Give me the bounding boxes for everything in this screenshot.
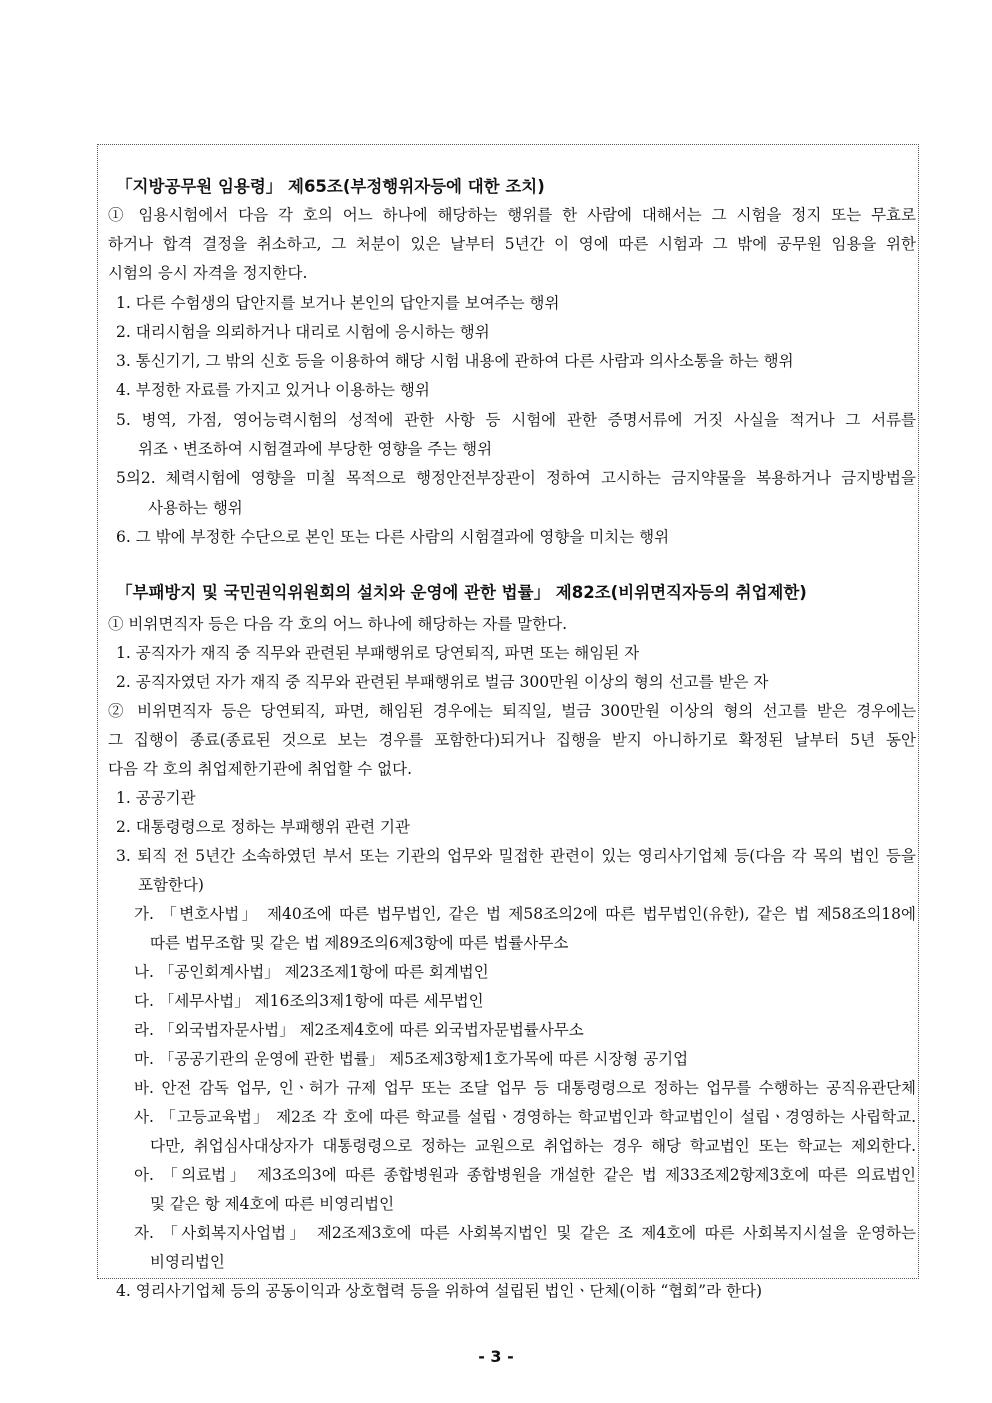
list-item: 3. 퇴직 전 5년간 소속하였던 부서 또는 기관의 업무와 밀접한 관련이 있는 영리사기업체 등(다음 각 목의 법인 등을 [116,847,916,865]
list-item-continuation: 사용하는 행위 [148,499,243,517]
sub-item: 나. 「공인회계사법」 제23조제1항에 따른 회계법인 [134,963,489,981]
sub-item: 자. 「사회복지사업법」 제2조제3호에 따른 사회복지법인 및 같은 조 제4호에 따른 사회복지시설을 운영하는 [134,1224,916,1242]
paragraph-line: 하거나 합격 결정을 취소하고, 그 처분이 있은 날부터 5년간 이 영에 따른 시험과 그 밖에 공무원 임용을 위한 [108,235,916,253]
sub-item-continuation: 다만, 취업심사대상자가 대통령령으로 정하는 교원으로 취업하는 경우 해당 학교법인 또는 학교는 제외한다. [150,1137,916,1155]
list-item: 5. 병역, 가점, 영어능력시험의 성적에 관한 사항 등 시험에 관한 증명서류에 거짓 사실을 적거나 그 서류를 [116,411,916,429]
list-item: 1. 다른 수험생의 답안지를 보거나 본인의 답안지를 보여주는 행위 [116,294,560,312]
sub-item-continuation: 따른 법무조합 및 같은 법 제89조의6제3항에 따른 법률사무소 [150,934,569,952]
paragraph-line: ① 임용시험에서 다음 각 호의 어느 하나에 해당하는 행위를 한 사람에 대해서는 그 시험을 정지 또는 무효로 [108,206,916,224]
sub-item: 아. 「의료법」 제3조의3에 따른 종합병원과 종합병원을 개설한 같은 법 제33조제2항제3호에 따른 의료법인 [134,1166,916,1184]
paragraph-line: 시험의 응시 자격을 정지한다. [108,264,308,282]
sub-item-continuation: 및 같은 항 제4호에 따른 비영리법인 [150,1195,395,1213]
list-item: 3. 통신기기, 그 밖의 신호 등을 이용하여 해당 시험 내용에 관하여 다른 사람과 의사소통을 하는 행위 [116,352,794,370]
sub-item: 바. 안전 감독 업무, 인ㆍ허가 규제 업무 또는 조달 업무 등 대통령령으로 정하는 업무를 수행하는 공직유관단체 [134,1079,916,1097]
sub-item: 가. 「변호사법」 제40조에 따른 법무법인, 같은 법 제58조의2에 따른 법무법인(유한), 같은 법 제58조의18에 [134,905,916,923]
sub-item: 사. 「고등교육법」 제2조 각 호에 따른 학교를 설립ㆍ경영하는 학교법인과 학교법인이 설립ㆍ경영하는 사립학교. [134,1108,916,1126]
list-item: 2. 공직자였던 자가 재직 중 직무와 관련된 부패행위로 벌금 300만원 이상의 형의 선고를 받은 자 [116,673,769,691]
page-number: - 3 - [478,1347,514,1366]
sub-item: 다. 「세무사법」 제16조의3제1항에 따른 세무법인 [134,992,484,1010]
paragraph-line: 다음 각 호의 취업제한기관에 취업할 수 없다. [108,760,413,778]
list-item: 2. 대리시험을 의뢰하거나 대리로 시험에 응시하는 행위 [116,323,490,341]
list-item: 2. 대통령령으로 정하는 부패행위 관련 기관 [116,818,410,836]
list-item: 4. 부정한 자료를 가지고 있거나 이용하는 행위 [116,381,430,399]
list-item-continuation: 위조ㆍ변조하여 시험결과에 부당한 영향을 주는 행위 [138,440,493,458]
sub-item: 라. 「외국법자문사법」 제2조제4호에 따른 외국법자문법률사무소 [134,1021,584,1039]
list-item: 4. 영리사기업체 등의 공동이익과 상호협력 등을 위하여 설립된 법인ㆍ단체(이하 “협회”라 한다) [116,1282,763,1300]
paragraph-line: ① 비위면직자 등은 다음 각 호의 어느 하나에 해당하는 자를 말한다. [108,615,567,633]
sub-item-continuation: 비영리법인 [150,1253,225,1271]
section-title-65: 「지방공무원 임용령」 제65조(부정행위자등에 대한 조치) [116,177,545,196]
paragraph-line: 그 집행이 종료(종료된 것으로 보는 경우를 포함한다)되거나 집행을 받지 아니하기로 확정된 날부터 5년 동안 [108,731,916,749]
sub-item: 마. 「공공기관의 운영에 관한 법률」 제5조제3항제1호가목에 따른 시장형 공기업 [134,1050,689,1068]
paragraph-line: ② 비위면직자 등은 당연퇴직, 파면, 해임된 경우에는 퇴직일, 벌금 300만원 이상의 형의 선고를 받은 경우에는 [108,702,916,720]
section-title-82: 「부패방지 및 국민권익위원회의 설치와 운영에 관한 법률」 제82조(비위면직자등의 취업제한) [116,583,807,602]
list-item: 5의2. 체력시험에 영향을 미칠 목적으로 행정안전부장관이 정하여 고시하는 금지약물을 복용하거나 금지방법을 [116,469,916,487]
list-item: 1. 공직자가 재직 중 직무와 관련된 부패행위로 당연퇴직, 파면 또는 해임된 자 [116,644,640,662]
list-item-continuation: 포함한다) [138,876,204,894]
list-item: 1. 공공기관 [116,789,196,807]
list-item: 6. 그 밖에 부정한 수단으로 본인 또는 다른 사람의 시험결과에 영향을 미치는 행위 [116,528,670,546]
